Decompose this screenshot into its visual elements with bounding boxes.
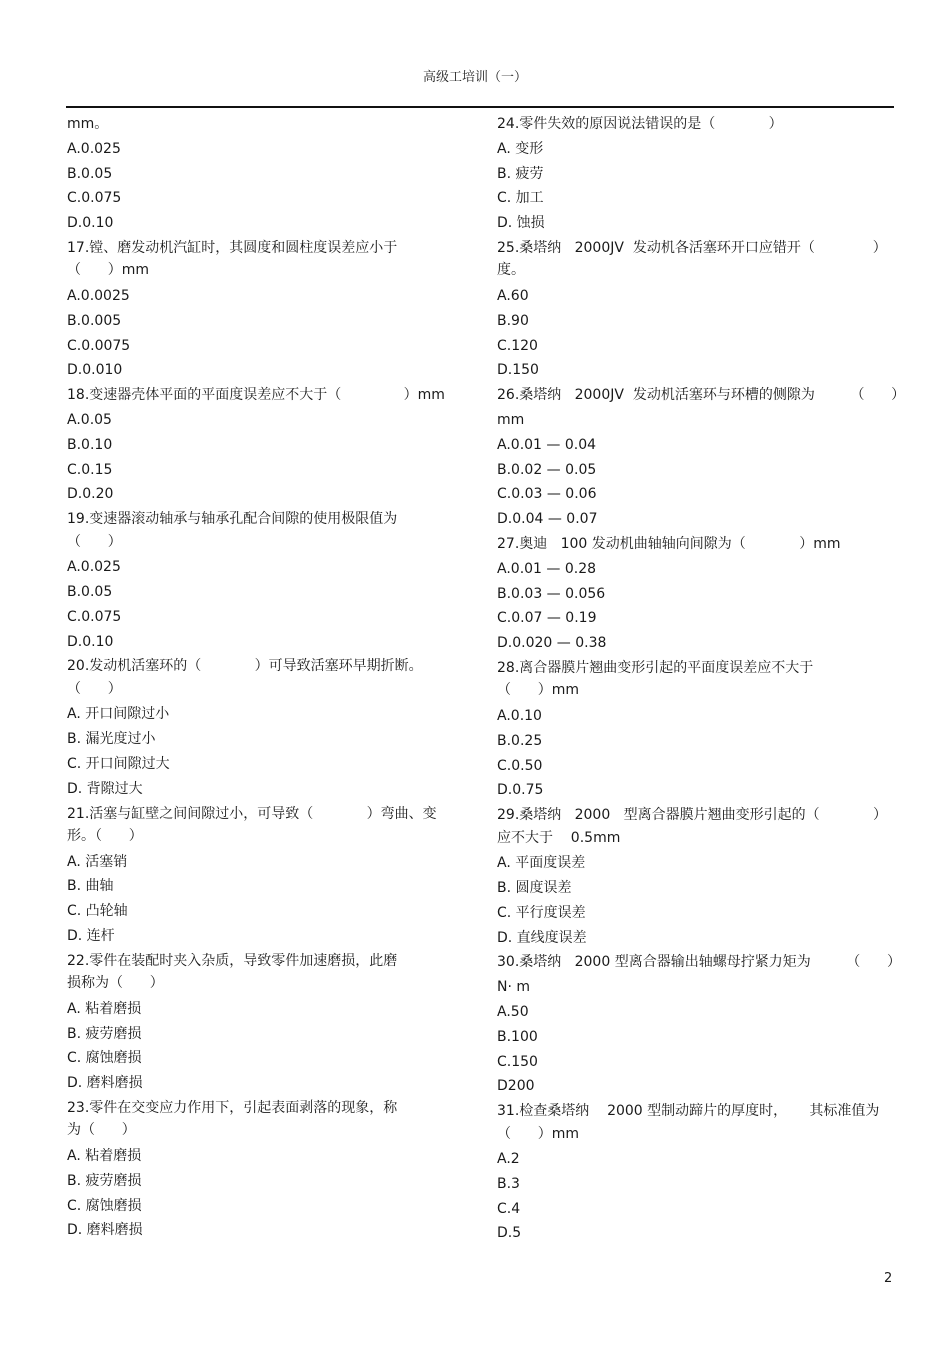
text-line: A. 变形: [497, 140, 544, 157]
text-line: B. 疲劳磨损: [67, 1172, 142, 1189]
text-line: A.0.10: [497, 707, 542, 724]
text-line: 24.零件失效的原因说法错误的是（ ）: [497, 116, 783, 132]
question-stem-line: 29.桑塔纳 2000 型离合器膜片翘曲变形引起的（ ）: [497, 807, 887, 824]
text-line: A.2: [497, 1151, 520, 1168]
text-line: B.0.02 — 0.05: [497, 461, 597, 478]
text-line: 30.桑塔纳 2000 型离合器输出轴螺母拧紧力矩为 （ ）: [497, 954, 901, 971]
left-column: [67, 112, 467, 1243]
page-number: 2: [884, 1271, 893, 1286]
text-line: A. 粘着磨损: [67, 1147, 142, 1164]
text-line: A. 平面度误差: [497, 855, 586, 872]
text-line: C. 腐蚀磨损: [67, 1197, 142, 1214]
question-stem-line: （ ）mm: [497, 682, 579, 699]
text-line: A. 开口间隙过小: [67, 706, 170, 723]
text-line: A.0.025: [67, 559, 121, 576]
text-line: B.100: [497, 1028, 538, 1045]
text-line: N· m: [497, 979, 531, 996]
text-line: 18.变速器壳体平面的平面度误差应不大于（ ）mm: [67, 387, 445, 404]
question-stem: [497, 656, 895, 704]
text-line: C.0.075: [67, 190, 122, 207]
question-stem: [67, 236, 467, 284]
text-line: C.120: [497, 337, 538, 354]
text-line: C.0.50: [497, 757, 543, 774]
text-line: B. 疲劳磨损: [67, 1025, 142, 1042]
text-line: B. 曲轴: [67, 878, 114, 895]
text-line: A. 粘着磨损: [67, 1000, 142, 1017]
question-stem-line: 度。: [497, 262, 525, 279]
text-line: D. 磨料磨损: [67, 1075, 143, 1092]
text-line: D. 背隙过大: [67, 780, 143, 797]
text-line: 27.奥迪 100 发动机曲轴轴向间隙为（ ）mm: [497, 535, 841, 552]
text-line: A.0.01 — 0.04: [497, 436, 597, 453]
text-line: D. 连杆: [67, 927, 115, 944]
question-stem: [67, 654, 467, 702]
text-line: D.0.020 — 0.38: [497, 635, 607, 652]
text-line: A.60: [497, 287, 529, 304]
text-line: B. 漏光度过小: [67, 731, 156, 748]
question-stem: [497, 803, 895, 851]
text-line: B.0.005: [67, 312, 122, 329]
text-line: C.0.15: [67, 461, 113, 478]
question-stem-line: 20.发动机活塞环的（ ）可导致活塞环早期折断。: [67, 658, 423, 675]
question-stem-line: （ ）mm: [67, 262, 149, 279]
question-stem: [67, 1096, 467, 1144]
text-line: D. 蚀损: [497, 215, 545, 232]
question-stem-line: 21.活塞与缸壁之间间隙过小，可导致（ ）弯曲、变: [67, 805, 437, 822]
question-stem: [497, 236, 895, 284]
text-line: C.0.0075: [67, 337, 131, 354]
question-stem: [67, 507, 467, 555]
text-line: D.0.10: [67, 633, 114, 650]
question-stem-line: 形。（ ）: [67, 828, 143, 845]
text-line: B.0.25: [497, 732, 543, 749]
question-stem-line: （ ）: [67, 680, 122, 697]
text-line: C.4: [497, 1200, 521, 1217]
text-line: 26.桑塔纳 2000JV 发动机活塞环与环槽的侧隙为 （ ）: [497, 387, 906, 404]
text-line: B.0.05: [67, 165, 113, 182]
text-line: mm。: [67, 116, 109, 132]
question-stem-line: 为（ ）: [67, 1122, 136, 1139]
text-line: mm: [497, 411, 525, 428]
question-stem-line: 19.变速器滚动轴承与轴承孔配合间隙的使用极限值为: [67, 511, 398, 528]
right-column: [497, 112, 906, 1246]
text-line: D.0.010: [67, 362, 123, 379]
header-rule: [66, 106, 894, 108]
question-stem-line: 17.镗、磨发动机汽缸时，其圆度和圆柱度误差应小于: [67, 239, 398, 256]
text-line: D. 直线度误差: [497, 929, 587, 946]
text-line: C. 凸轮轴: [67, 903, 128, 920]
text-line: C. 加工: [497, 190, 544, 207]
text-line: A.50: [497, 1003, 529, 1020]
question-stem-line: 损称为（ ）: [67, 975, 164, 992]
text-line: A.0.05: [67, 411, 112, 428]
text-line: C.150: [497, 1053, 538, 1070]
text-line: B.0.05: [67, 583, 113, 600]
text-line: B. 圆度误差: [497, 879, 572, 896]
text-line: A.0.01 — 0.28: [497, 560, 597, 577]
question-stem-line: 22.零件在装配时夹入杂质，导致零件加速磨损，此磨: [67, 952, 398, 969]
text-line: C.0.07 — 0.19: [497, 610, 597, 627]
text-line: D.0.75: [497, 782, 544, 799]
text-line: D.150: [497, 362, 539, 379]
text-line: D. 磨料磨损: [67, 1222, 143, 1239]
text-line: D.0.04 — 0.07: [497, 511, 598, 528]
question-stem: [67, 802, 467, 850]
text-line: A.0.025: [67, 140, 121, 157]
question-stem-line: 25.桑塔纳 2000JV 发动机各活塞环开口应错开（ ）: [497, 239, 887, 256]
question-stem-line: 28.离合器膜片翘曲变形引起的平面度误差应不大于: [497, 659, 814, 676]
question-stem-line: 应不大于 0.5mm: [497, 829, 621, 846]
text-line: A. 活塞销: [67, 853, 128, 870]
question-stem-line: 31.检查桑塔纳 2000 型制动蹄片的厚度时， 其标准值为: [497, 1103, 880, 1120]
question-stem-line: （ ）: [67, 533, 122, 550]
text-line: D200: [497, 1078, 535, 1095]
text-line: C.0.03 — 0.06: [497, 486, 597, 503]
text-line: C. 平行度误差: [497, 904, 586, 921]
text-line: D.0.10: [67, 215, 114, 232]
text-line: B.90: [497, 312, 529, 329]
text-line: B.0.10: [67, 436, 113, 453]
text-line: D.0.20: [67, 486, 114, 503]
text-line: C.0.075: [67, 608, 122, 625]
text-line: A.0.0025: [67, 287, 130, 304]
text-line: B.3: [497, 1175, 520, 1192]
question-stem-line: 23.零件在交变应力作用下，引起表面剥落的现象，称: [67, 1099, 398, 1116]
text-line: B. 疲劳: [497, 165, 544, 182]
text-line: D.5: [497, 1225, 522, 1242]
page-header-title: 高级工培训（一）: [422, 70, 527, 85]
text-line: C. 开口间隙过大: [67, 755, 170, 772]
question-stem: [497, 1099, 895, 1147]
question-stem: [67, 949, 467, 997]
text-line: C. 腐蚀磨损: [67, 1050, 142, 1067]
text-line: B.0.03 — 0.056: [497, 585, 606, 602]
question-stem-line: （ ）mm: [497, 1125, 579, 1142]
